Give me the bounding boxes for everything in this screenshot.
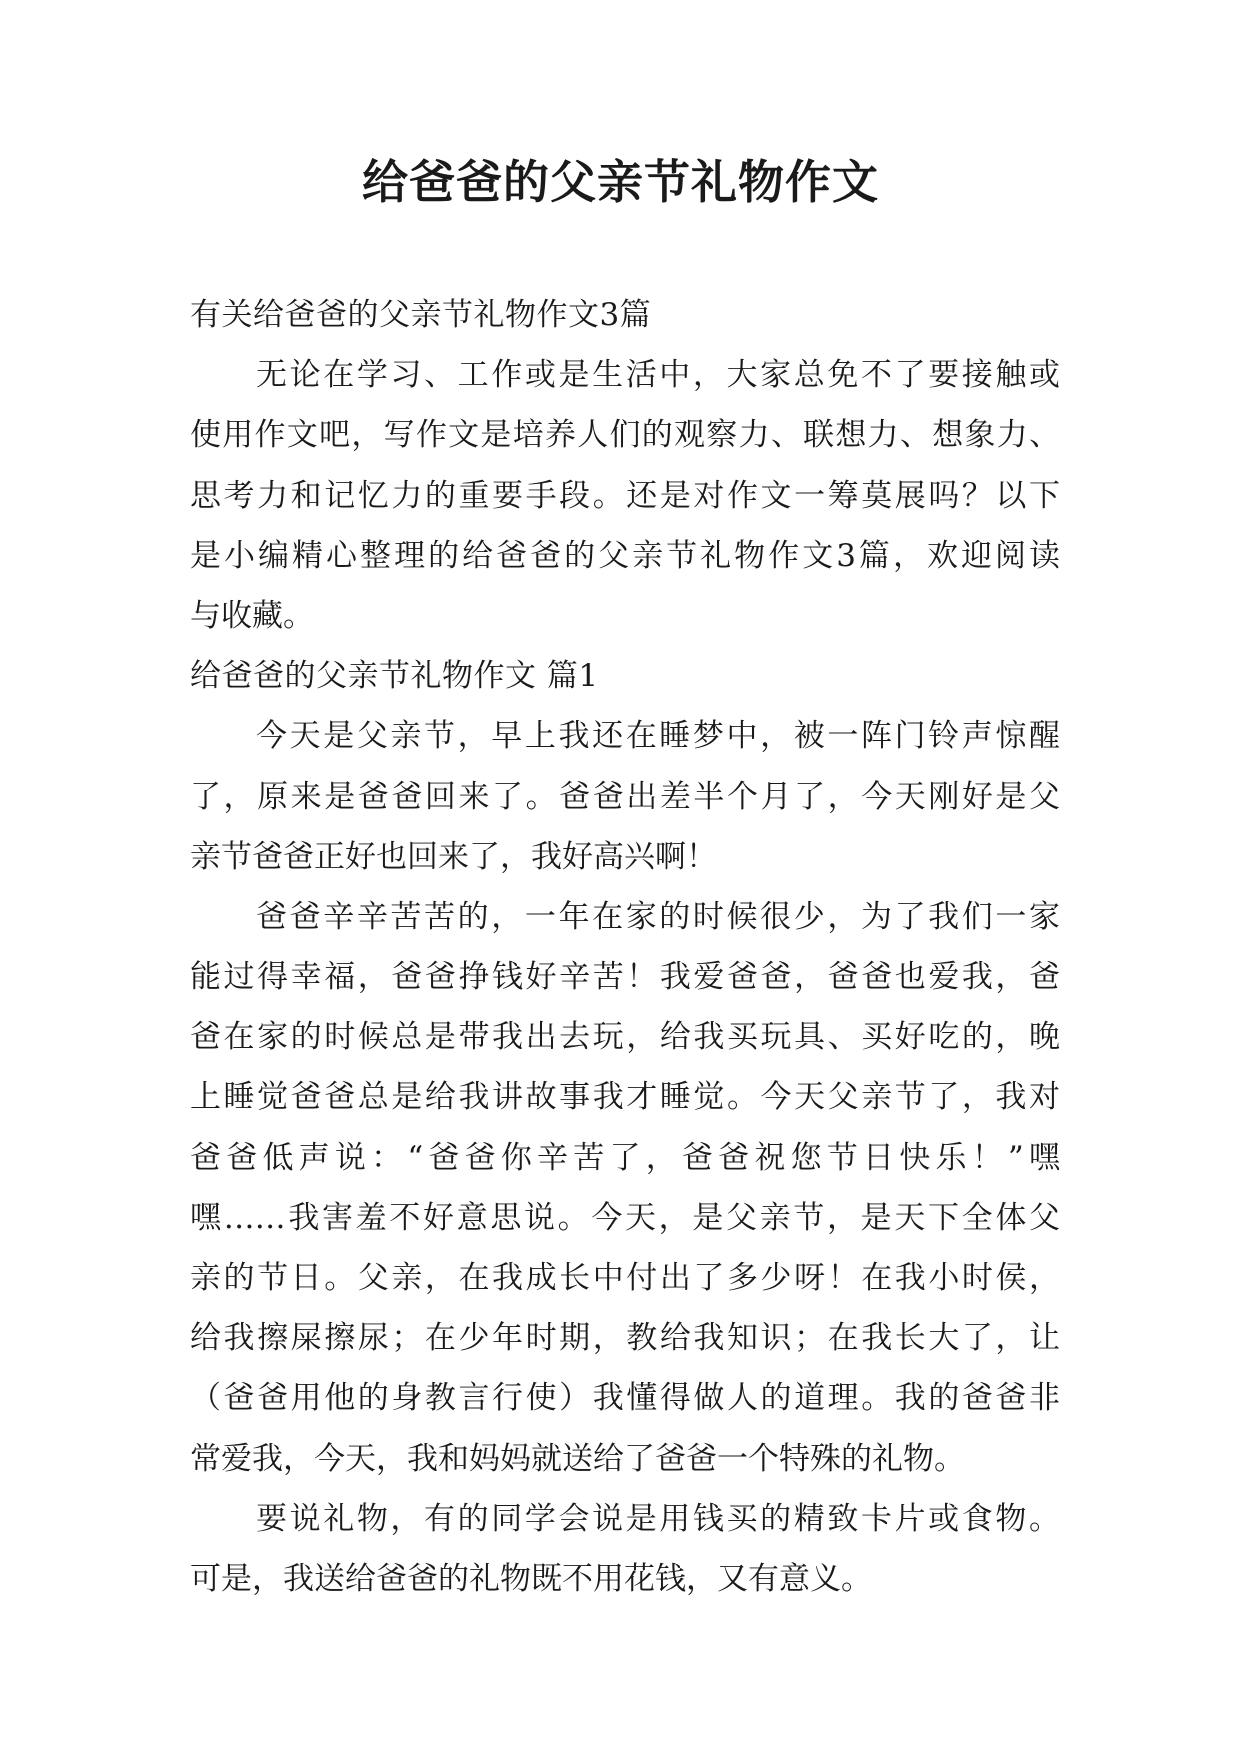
paragraph-line: 无论在学习、工作或是生活中，大家总免不了要接触或: [256, 357, 1060, 394]
paragraph-line: 可是，我送给爸爸的礼物既不用花钱，又有意义。: [190, 1560, 872, 1597]
paragraph-line: 上睡觉爸爸总是给我讲故事我才睡觉。今天父亲节了，我对: [190, 1079, 1060, 1116]
document-body: [190, 285, 1060, 1609]
paragraph-line: 爸爸辛辛苦苦的，一年在家的时候很少，为了我们一家: [256, 898, 1060, 935]
paragraph-line: 能过得幸福，爸爸挣钱好辛苦！我爱爸爸，爸爸也爱我，爸: [190, 959, 1060, 996]
paragraph-line: 今天是父亲节，早上我还在睡梦中，被一阵门铃声惊醒: [256, 718, 1060, 755]
document-title: 给爸爸的父亲节礼物作文: [362, 155, 879, 209]
paragraph-line: 嘿……我害羞不好意思说。今天，是父亲节，是天下全体父: [190, 1199, 1060, 1236]
paragraph-line: 是小编精心整理的给爸爸的父亲节礼物作文3篇，欢迎阅读: [190, 537, 1060, 574]
section-heading: 给爸爸的父亲节礼物作文 篇1: [190, 658, 599, 695]
paragraph-line: 思考力和记忆力的重要手段。还是对作文一筹莫展吗？以下: [190, 477, 1060, 514]
paragraph-line: 常爱我，今天，我和妈妈就送给了爸爸一个特殊的礼物。: [190, 1440, 965, 1477]
paragraph-line: 爸爸低声说：“爸爸你辛苦了，爸爸祝您节日快乐！”嘿: [190, 1139, 1060, 1176]
paragraph-line: 了，原来是爸爸回来了。爸爸出差半个月了，今天刚好是父: [190, 778, 1060, 815]
paragraph-line: （爸爸用他的身教言行使）我懂得做人的道理。我的爸爸非: [190, 1380, 1060, 1417]
paragraph-line: 要说礼物，有的同学会说是用钱买的精致卡片或食物。: [256, 1500, 1060, 1537]
paragraph-line: 亲的节日。父亲，在我成长中付出了多少呀！在我小时侯，: [190, 1260, 1060, 1296]
intro-heading: 有关给爸爸的父亲节礼物作文3篇: [190, 297, 652, 333]
paragraph-line: 亲节爸爸正好也回来了，我好高兴啊！: [190, 838, 717, 875]
paragraph-line: 与收藏。: [190, 597, 314, 634]
paragraph-line: 给我擦屎擦尿；在少年时期，教给我知识；在我长大了，让: [190, 1320, 1060, 1357]
paragraph-line: 使用作文吧，写作文是培养人们的观察力、联想力、想象力、: [190, 417, 1060, 454]
paragraph-line: 爸在家的时候总是带我出去玩，给我买玩具、买好吃的，晚: [190, 1019, 1060, 1056]
